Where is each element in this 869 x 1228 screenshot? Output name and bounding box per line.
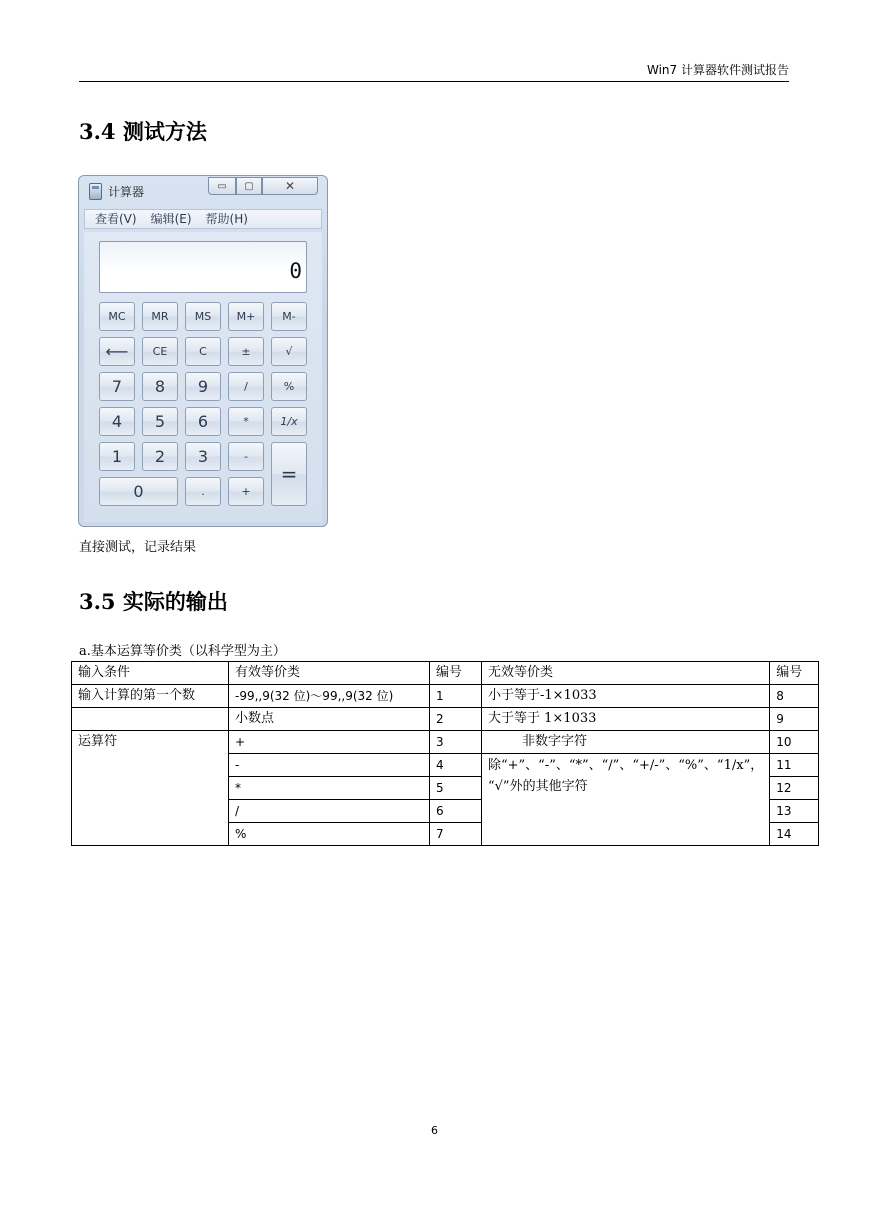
- digit-3-button[interactable]: 3: [185, 442, 221, 471]
- table-header: 编号: [770, 662, 819, 685]
- table-cell: 12: [770, 777, 819, 800]
- table-header: 无效等价类: [482, 662, 770, 685]
- calculator-body: [84, 232, 322, 522]
- table-header: 编号: [430, 662, 482, 685]
- table-cell: 4: [430, 754, 482, 777]
- section-3-4-title: 3.4 测试方法: [79, 119, 207, 144]
- digit-5-button[interactable]: 5: [142, 407, 178, 436]
- equals-button[interactable]: =: [271, 442, 307, 506]
- backspace-button[interactable]: ⟵: [99, 337, 135, 366]
- table-cell: 运算符: [72, 731, 229, 846]
- sqrt-button[interactable]: √: [271, 337, 307, 366]
- table-cell: /: [229, 800, 430, 823]
- calculator-window-title: 计算器: [108, 185, 145, 199]
- table-cell: 非数字字符: [482, 731, 770, 754]
- calculator-window: [78, 175, 328, 527]
- digit-6-button[interactable]: 6: [185, 407, 221, 436]
- digit-8-button[interactable]: 8: [142, 372, 178, 401]
- table-cell: 14: [770, 823, 819, 846]
- close-button[interactable]: ✕: [262, 177, 318, 195]
- mc-button[interactable]: MC: [99, 302, 135, 331]
- table-cell: -: [229, 754, 430, 777]
- ms-button[interactable]: MS: [185, 302, 221, 331]
- divide-button[interactable]: /: [228, 372, 264, 401]
- maximize-button[interactable]: ▢: [236, 177, 262, 195]
- m-minus-button[interactable]: M-: [271, 302, 307, 331]
- ce-button[interactable]: CE: [142, 337, 178, 366]
- calculator-display: [99, 241, 307, 293]
- table-row: [72, 685, 819, 708]
- calculator-menubar: [84, 209, 322, 229]
- table-header: 有效等价类: [229, 662, 430, 685]
- table-cell: *: [229, 777, 430, 800]
- equivalence-class-table: [71, 661, 819, 846]
- table-cell: 3: [430, 731, 482, 754]
- digit-0-button[interactable]: 0: [99, 477, 178, 506]
- digit-1-button[interactable]: 1: [99, 442, 135, 471]
- window-controls: [208, 177, 320, 196]
- digit-2-button[interactable]: 2: [142, 442, 178, 471]
- page-header: Win7 计算器软件测试报告: [79, 62, 789, 82]
- calculator-app-icon: [89, 183, 102, 200]
- table-cell: 大于等于 1×1033: [482, 708, 770, 731]
- c-button[interactable]: C: [185, 337, 221, 366]
- table-cell: %: [229, 823, 430, 846]
- calculator-titlebar: [79, 176, 327, 206]
- table-cell: -99,,9(32 位)～99,,9(32 位): [229, 685, 430, 708]
- menu-edit[interactable]: 编辑(E): [150, 212, 192, 226]
- digit-4-button[interactable]: 4: [99, 407, 135, 436]
- table-cell: 1: [430, 685, 482, 708]
- table-header-row: [72, 662, 819, 685]
- minimize-button[interactable]: ▭: [208, 177, 236, 195]
- table-row: [72, 731, 819, 754]
- table-cell: 5: [430, 777, 482, 800]
- table-header: 输入条件: [72, 662, 229, 685]
- minus-button[interactable]: -: [228, 442, 264, 471]
- digit-9-button[interactable]: 9: [185, 372, 221, 401]
- decimal-button[interactable]: .: [185, 477, 221, 506]
- table-cell: 输入计算的第一个数: [72, 685, 229, 708]
- table-cell: +: [229, 731, 430, 754]
- percent-button[interactable]: %: [271, 372, 307, 401]
- table-cell: 9: [770, 708, 819, 731]
- menu-view[interactable]: 查看(V): [95, 212, 137, 226]
- table-cell: 8: [770, 685, 819, 708]
- plus-minus-button[interactable]: ±: [228, 337, 264, 366]
- table-cell: [72, 708, 229, 731]
- display-value: 0: [289, 259, 302, 283]
- table-cell: 小于等于-1×1033: [482, 685, 770, 708]
- table-cell: 13: [770, 800, 819, 823]
- table-cell: 10: [770, 731, 819, 754]
- mr-button[interactable]: MR: [142, 302, 178, 331]
- table-cell: 7: [430, 823, 482, 846]
- page-number: 6: [431, 1124, 438, 1137]
- digit-7-button[interactable]: 7: [99, 372, 135, 401]
- multiply-button[interactable]: *: [228, 407, 264, 436]
- table-cell: 11: [770, 754, 819, 777]
- section-3-5-title: 3.5 实际的输出: [79, 589, 228, 614]
- table-cell: 小数点: [229, 708, 430, 731]
- m-plus-button[interactable]: M+: [228, 302, 264, 331]
- menu-help[interactable]: 帮助(H): [205, 212, 248, 226]
- table-cell: 除“+”、“-”、“*”、“/”、“+/-”、“%”、“1/x”， “√”外的其他字符: [482, 754, 770, 846]
- plus-button[interactable]: +: [228, 477, 264, 506]
- table-row: [72, 708, 819, 731]
- table-cell: 2: [430, 708, 482, 731]
- table-cell: 6: [430, 800, 482, 823]
- figure-caption: 直接测试，记录结果: [79, 540, 197, 555]
- table-caption: a.基本运算等价类（以科学型为主）: [79, 644, 286, 659]
- reciprocal-button[interactable]: 1/x: [271, 407, 307, 436]
